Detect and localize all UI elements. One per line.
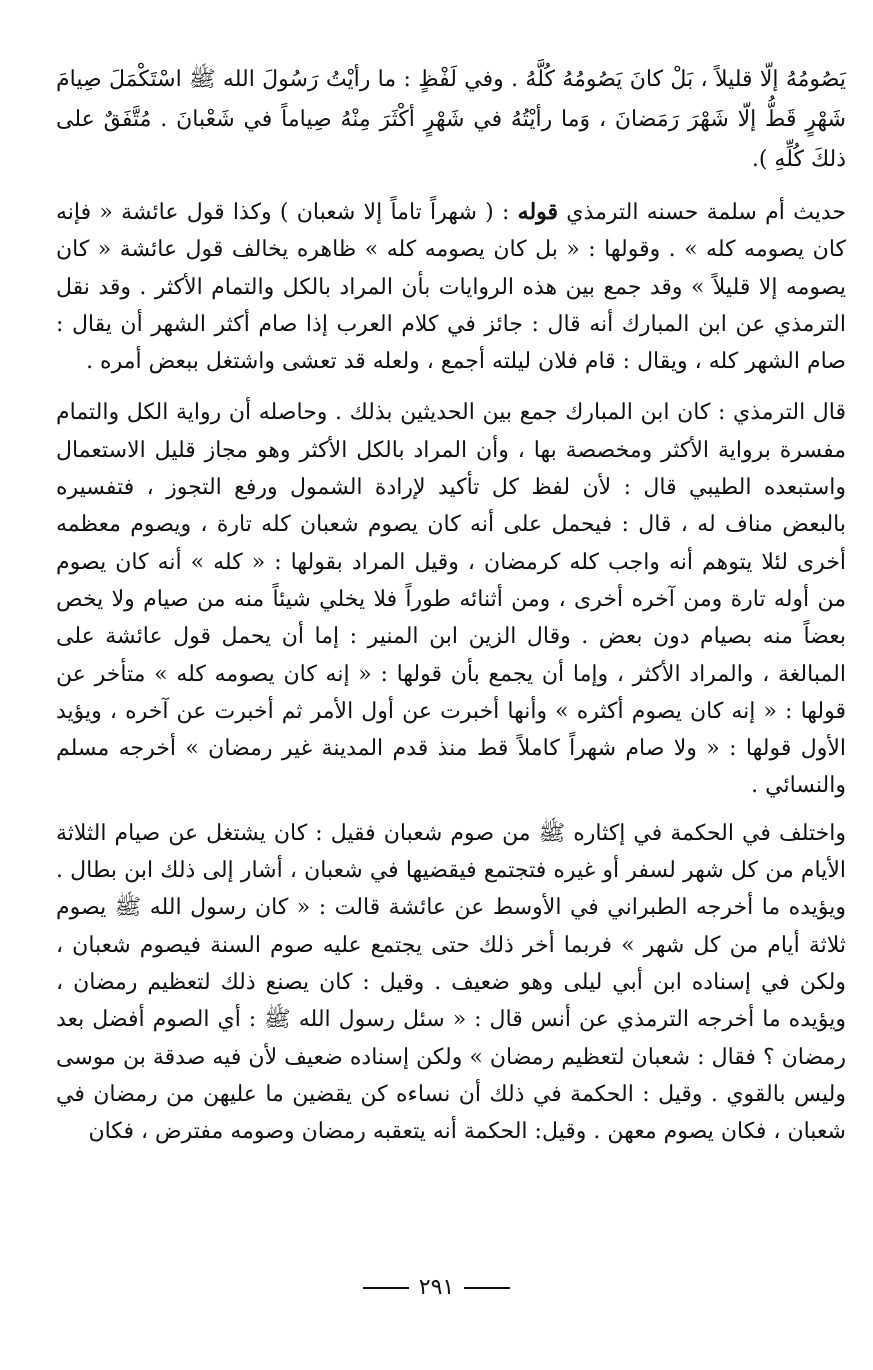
paragraph-commentary-1-prefix: حديث أم سلمة حسنه الترمذي <box>558 200 846 225</box>
page-body <box>56 60 846 1150</box>
paragraph-commentary-3: واختلف في الحكمة في إكثاره ﷺ من صوم شعبان فقيل : كان يشتغل عن صيام الثلاثة الأيام من كل شهر لسفر أو غيره فتجتمع فيقضيها في شعبان ، أشار إلى ذلك ابن بطال . ويؤيده ما أخرجه الطبراني في الأوسط عن عائشة قالت : « كان رسول الله ﷺ يصوم ثلاثة أيام من كل شهر » فربما أخر ذلك حتى يجتمع عليه صوم السنة فيصوم شعبان ، ولكن في إسناده ابن أبي ليلى وهو ضعيف . وقيل : كان يصنع ذلك لتعظيم رمضان ، ويؤيده ما أخرجه الترمذي عن أنس قال : « سئل رسول الله ﷺ : أي الصوم أفضل بعد رمضان ؟ فقال : شعبان لتعظيم رمضان » ولكن إسناده ضعيف لأن فيه صدقة بن موسى وليس بالقوي . وقيل : الحكمة في ذلك أن نساءه كن يقضين ما عليهن من رمضان في شعبان ، فكان يصوم معهن . وقيل: الحكمة أنه يتعقبه رمضان وصومه مفترض ، فكان <box>56 820 846 1145</box>
paragraph-commentary-1 <box>56 194 846 380</box>
page-number: ٢٩١ <box>418 1275 455 1300</box>
paragraph-commentary-2: قال الترمذي : كان ابن المبارك جمع بين الحديثين بذلك . وحاصله أن رواية الكل والتمام مفسرة برواية الأكثر ومخصصة بها ، وأن المراد بالكل الأكثر وهو مجاز قليل الاستعمال واستبعده الطيبي قال : لأن لفظ كل تأكيد لإرادة الشمول ورفع التجوز ، فتفسيره بالبعض مناف له ، قال : فيحمل على أنه كان يصوم شعبان كله تارة ، ويصوم معظمه أخرى لئلا يتوهم أنه واجب كله كرمضان ، وقيل المراد بقولها : « كله » أنه كان يصوم من أوله تارة ومن آخره أخرى ، ومن أثنائه طوراً فلا يخلي شيئاً منه من صيام ولا يخص بعضاً منه بصيام دون بعض . وقال الزين ابن المنير : إما أن يحمل قول عائشة على المبالغة ، والمراد الأكثر ، وإما أن يجمع بأن قولها : « إنه كان يصومه كله » متأخر عن قولها : « إنه كان يصوم أكثره » وأنها أخبرت عن أول الأمر ثم أخبرت عن آخره ، ويؤيد الأول قولها : « ولا صام شهراً كاملاً قط منذ قدم المدينة غير رمضان » أخرجه مسلم والنسائي . <box>56 400 846 799</box>
paragraph-hadith-text: يَصُومُهُ إلّا قليلاً ، بَلْ كانَ يَصُومُهُ كُلَّهُ . وفي لَفْظٍ : ما رأيْتُ رَسُولَ الله ﷺ اسْتَكْمَلَ صِيامَ شَهْرٍ قَطُّ إلّا شَهْرَ رَمَضانَ ، وَما رأيْتُهُ في شَهْرٍ أكْثَرَ مِنْهُ صِياماً في شَعْبانَ . مُتَّفَقٌ على ذلكَ كُلِّهِ ). <box>56 67 846 172</box>
page-number-footer <box>0 1275 873 1300</box>
page-number-dash-left <box>363 1287 409 1289</box>
keyword-qawluhu: قوله <box>517 199 559 225</box>
page-number-dash-right <box>464 1287 510 1289</box>
paragraph-commentary-1-rest: : ( شهراً تاماً إلا شعبان ) وكذا قول عائشة « فإنه كان يصومه كله » . وقولها : « بل كان يصومه كله » ظاهره يخالف قول عائشة « كان يصومه إلا قليلاً » وقد جمع بين هذه الروايات بأن المراد بالكل والتمام الأكثر . وقد نقل الترمذي عن ابن المبارك أنه قال : جائز في كلام العرب إذا صام أكثر الشهر أن يقال : صام الشهر كله ، ويقال : قام فلان ليلته أجمع ، ولعله قد تعشى واشتغل ببعض أمره . <box>56 200 846 375</box>
